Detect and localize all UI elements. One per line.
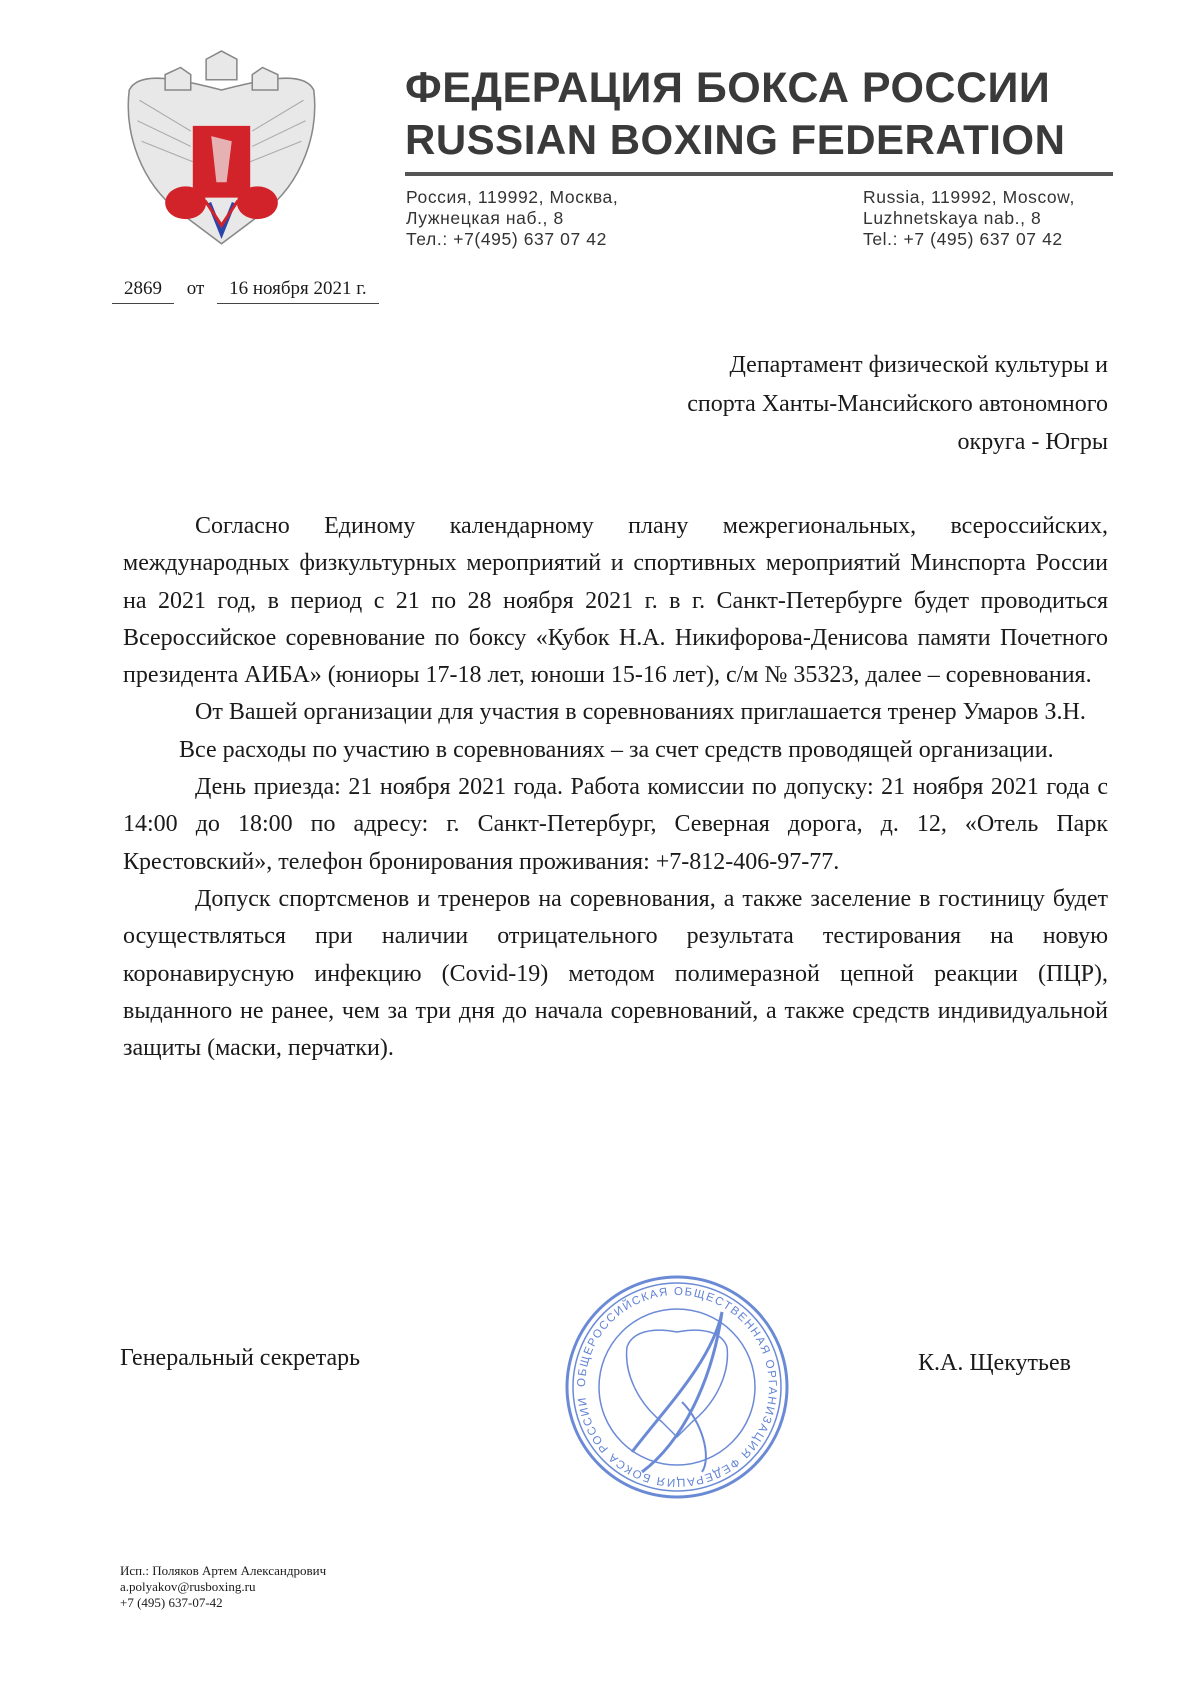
address-phone: Тел.: +7(495) 637 07 42 [406, 229, 607, 249]
addressee [687, 346, 1108, 462]
registration-line [112, 278, 379, 304]
executor-name: Исп.: Поляков Артем Александрович [120, 1563, 327, 1578]
registration-date: 16 ноября 2021 г. [217, 278, 379, 304]
registration-from: от [186, 278, 205, 299]
addressee-line: Департамент физической культуры и [729, 352, 1108, 378]
body-paragraph: От Вашей организации для участия в соревнованиях приглашается тренер Умаров З.Н. [195, 699, 1086, 726]
address-en [863, 187, 1075, 250]
body-paragraph: Все расходы по участию в соревнованиях – за счет средств проводящей организации. [179, 736, 1054, 763]
address-phone: Tel.: +7 (495) 637 07 42 [863, 229, 1063, 249]
emblem-logo [119, 49, 324, 254]
federation-title-ru: ФЕДЕРАЦИЯ БОКСА РОССИИ [405, 64, 1051, 112]
registration-number: 2869 [112, 278, 174, 304]
address-ru [406, 187, 618, 250]
body-paragraph: Допуск спортсменов и тренеров на соревнования, а также заселение в гостиницу будет осуществляться при наличии отрицательного результата тестирования на новую коронавирусную инфекцию (Covid-19) методом полимеразной цепной реакции (ПЦР), выданного не ранее, чем за три дня до начала соревнований, а также средств индивидуальной защиты (маски, перчатки). [123, 885, 1108, 1062]
address-line: Luzhnetskaya nab., 8 [863, 208, 1042, 228]
header-rule [405, 172, 1113, 176]
federation-title-en: RUSSIAN BOXING FEDERATION [405, 116, 1066, 163]
addressee-line: округа - Югры [957, 429, 1108, 455]
svg-text:ОБЩЕРОССИЙСКАЯ ОБЩЕСТВЕННАЯ ОР [576, 1286, 778, 1488]
addressee-line: спорта Ханты-Мансийского автономного [687, 390, 1108, 417]
address-line: Лужнецкая наб., 8 [406, 208, 564, 228]
body-paragraph: Согласно Единому календарному плану межрегиональных, всероссийских, международных физкультурных мероприятий и спортивных мероприятий Минспорта России на 2021 год, в период с 21 по 28 ноября 2021 г. в г. Санкт-Петербурге будет проводиться Всероссийское соревнование по боксу «Кубок Н.А. Никифорова-Денисова памяти Почетного президента АИБА» (юниоры 17-18 лет, юноши 15-16 лет), с/м № 35323, далее – соревнования. [123, 513, 1108, 689]
letter-body [123, 508, 1108, 1067]
stamp-text: ОБЩЕРОССИЙСКАЯ ОБЩЕСТВЕННАЯ ОРГАНИЗАЦИЯ ФЕДЕРАЦИЯ БОКСА РОССИИ [575, 1285, 779, 1489]
address-line: Россия, 119992, Москва, [406, 187, 619, 207]
signatory-name: К.А. Щекутьев [918, 1350, 1071, 1376]
executor-phone: +7 (495) 637-07-42 [120, 1595, 223, 1610]
executor-email: a.polyakov@rusboxing.ru [120, 1579, 256, 1594]
executor-info [120, 1563, 326, 1611]
official-stamp [562, 1272, 792, 1502]
address-line: Russia, 119992, Moscow, [863, 187, 1075, 207]
body-paragraph: День приезда: 21 ноября 2021 года. Работа комиссии по допуску: 21 ноября 2021 года с 14:00 до 18:00 по адресу: г. Санкт-Петербург, Северная дорога, д. 12, «Отель Парк Крестовский», телефон бронирования проживания: +7-812-406-97-77. [123, 774, 1108, 875]
signatory-title: Генеральный секретарь [120, 1345, 361, 1371]
